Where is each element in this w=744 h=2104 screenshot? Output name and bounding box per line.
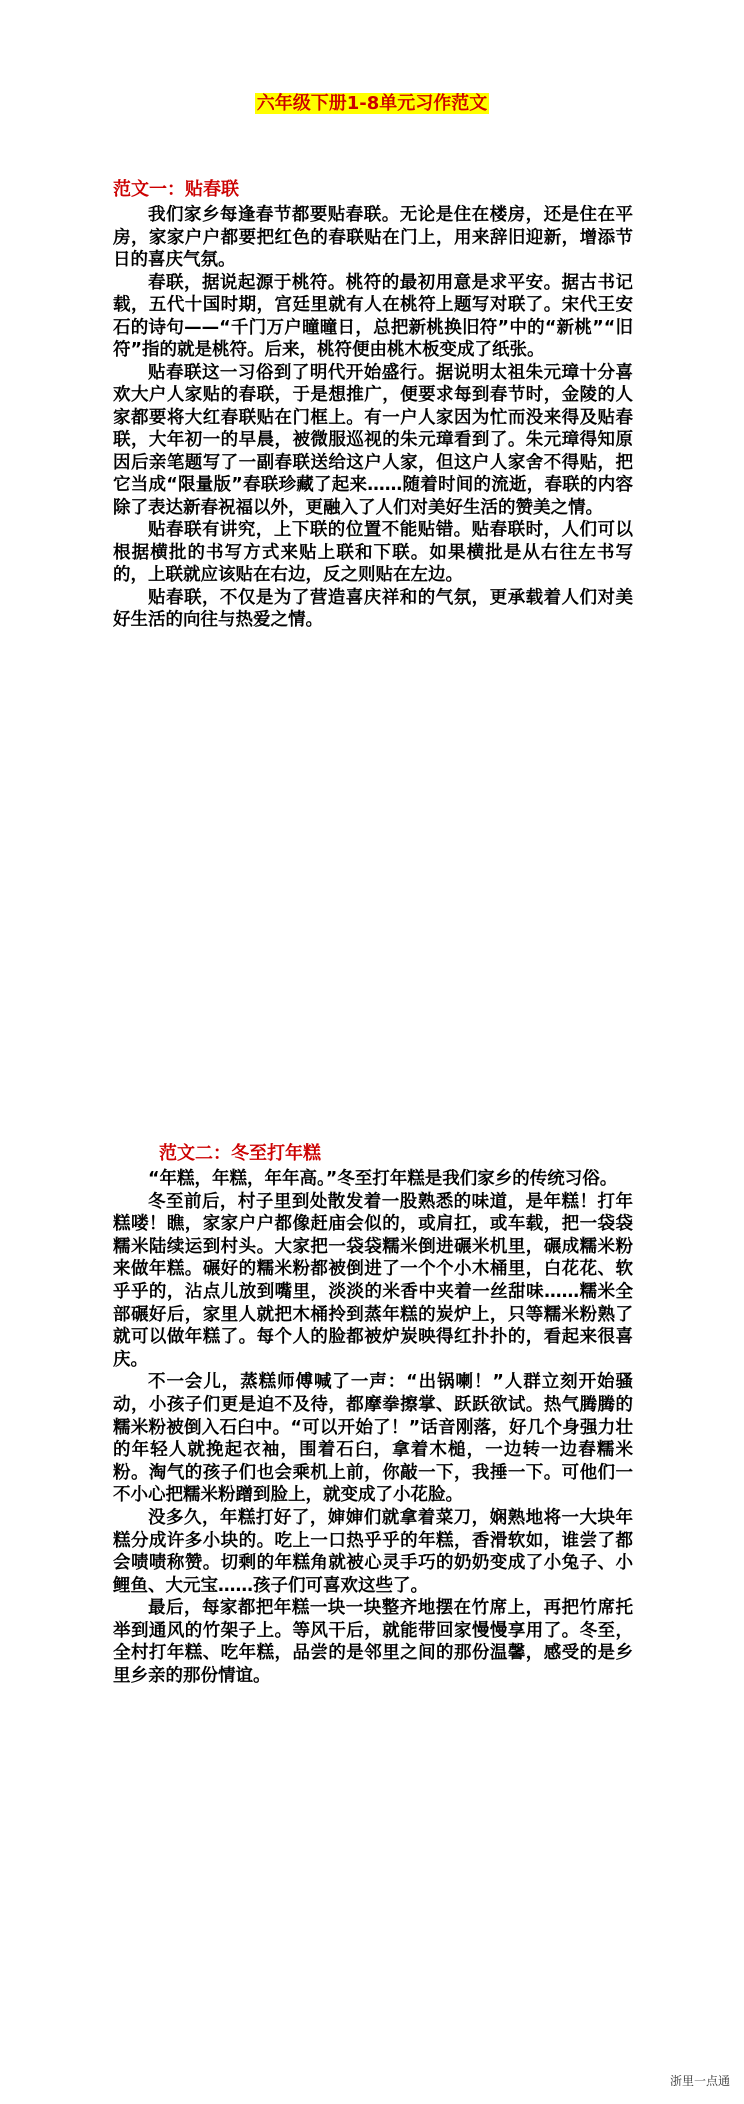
essay-paragraph: 贴春联，不仅是为了营造喜庆祥和的气氛，更承载着人们对美好生活的向往与热爱之情。 xyxy=(113,587,633,630)
essay-paragraph: 没多久，年糕打好了，婶婶们就拿着菜刀，娴熟地将一大块年糕分成许多小块的。吃上一口热乎乎的年糕，香滑软如，谁尝了都会啧啧称赞。切剩的年糕角就被心灵手巧的奶奶变成了小兔子、小鲤鱼、大元宝……孩子们可喜欢这些了。 xyxy=(113,1507,633,1596)
essay-paragraph: 春联，据说起源于桃符。桃符的最初用意是求平安。据古书记载，五代十国时期，宫廷里就有人在桃符上题写对联了。宋代王安石的诗句——“千门万户曈曈日，总把新桃换旧符”中的“新桃”“旧符”指的就是桃符。后来，桃符便由桃木板变成了纸张。 xyxy=(113,272,633,360)
document-title xyxy=(0,92,744,116)
essay-paragraph: 冬至前后，村子里到处散发着一股熟悉的味道，是年糕！打年糕喽！瞧，家家户户都像赶庙会似的，或肩扛，或车载，把一袋袋糯米陆续运到村头。大家把一袋袋糯米倒进碾米机里，碾成糯米粉来做年糕。碾好的糯米粉都被倒进了一个个小木桶里，白花花、软乎乎的，沾点儿放到嘴里，淡淡的米香中夹着一丝甜味……糯米全部碾好后，家里人就把木桶拎到蒸年糕的炭炉上，只等糯米粉熟了就可以做年糕了。每个人的脸都被炉炭映得红扑扑的，看起来很喜庆。 xyxy=(113,1191,633,1370)
essay-spring-couplets xyxy=(113,178,633,632)
essay-heading: 范文一：贴春联 xyxy=(113,179,239,200)
essay-winter-solstice-rice-cake xyxy=(113,1142,633,1688)
footer-watermark: 浙里一点通 xyxy=(669,2074,730,2088)
essay-paragraph: 贴春联有讲究，上下联的位置不能贴错。贴春联时，人们可以根据横批的书写方式来贴上联和下联。如果横批是从右往左书写的，上联就应该贴在右边，反之则贴在左边。 xyxy=(113,520,633,585)
essay-heading: 范文二：冬至打年糕 xyxy=(159,1143,321,1164)
essay-paragraph: 我们家乡每逢春节都要贴春联。无论是住在楼房，还是住在平房，家家户户都要把红色的春联贴在门上，用来辞旧迎新，增添节日的喜庆气氛。 xyxy=(113,205,633,270)
essay-paragraph: “年糕，年糕，年年高。”冬至打年糕是我们家乡的传统习俗。 xyxy=(148,1169,618,1189)
essay-paragraph: 贴春联这一习俗到了明代开始盛行。据说明太祖朱元璋十分喜欢大户人家贴的春联，于是想推广，便要求每到春节时，金陵的人家都要将大红春联贴在门框上。有一户人家因为忙而没来得及贴春联，大年初一的早晨，被微服巡视的朱元璋看到了。朱元璋得知原因后亲笔题写了一副春联送给这户人家，但这户人家舍不得贴，把它当成“限量版”春联珍藏了起来……随着时间的流逝，春联的内容除了表达新春祝福以外，更融入了人们对美好生活的赞美之情。 xyxy=(113,362,633,518)
document-title-text: 六年级下册1-8单元习作范文 xyxy=(256,93,488,114)
essay-paragraph: 不一会儿，蒸糕师傅喊了一声：“出锅喇！”人群立刻开始骚动，小孩子们更是迫不及待，都摩拳擦掌、跃跃欲试。热气腾腾的糯米粉被倒入石臼中。“可以开始了！”话音刚落，好几个身强力壮的年轻人就挽起衣袖，围着石臼，拿着木槌，一边转一边舂糯米粉。淘气的孩子们也会乘机上前，你敲一下，我捶一下。可他们一不小心把糯米粉蹭到脸上，就变成了小花脸。 xyxy=(113,1372,633,1506)
essay-paragraph: 最后，每家都把年糕一块一块整齐地摆在竹席上，再把竹席托举到通风的竹架子上。等风干后，就能带回家慢慢享用了。冬至，全村打年糕、吃年糕，品尝的是邻里之间的那份温馨，感受的是乡里乡亲的那份情谊。 xyxy=(113,1598,633,1687)
